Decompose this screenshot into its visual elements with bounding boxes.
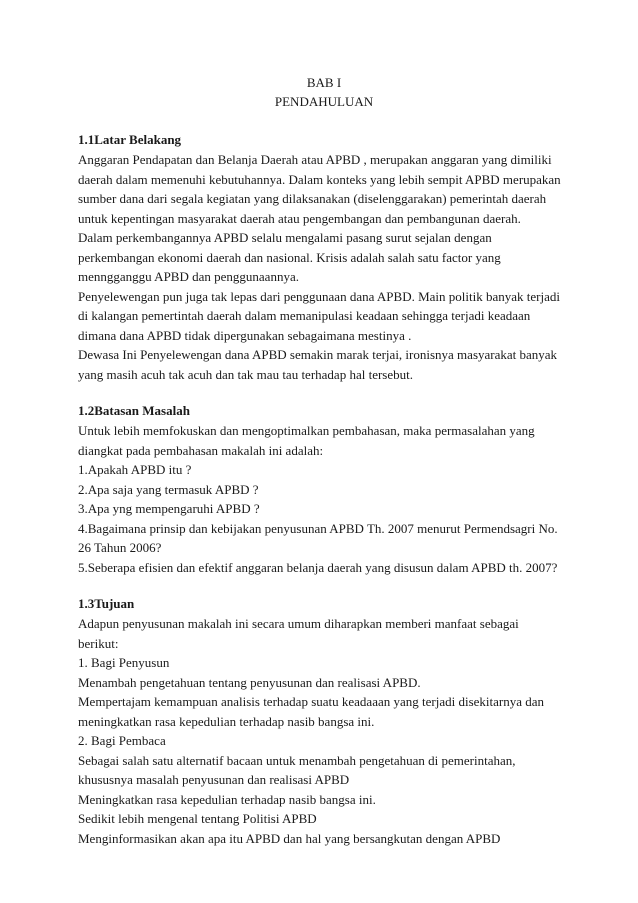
section-batasan-masalah (78, 401, 562, 577)
paragraph-line: menngganggu APBD dan penggunaannya. (78, 269, 299, 284)
section-latar-belakang (78, 130, 562, 384)
list-item: 2.Apa saja yang termasuk APBD ? (78, 481, 259, 497)
paragraph-line: diangkat pada pembahasan makalah ini adalah: (78, 442, 324, 458)
document-page (78, 73, 562, 848)
paragraph-line: sumber dana dari segala kegiatan yang dilaksanakan (diselenggarakan) pemerintah daerah (78, 191, 547, 206)
section-heading: 1.3Tujuan (78, 596, 135, 611)
paragraph-line: Meningkatkan rasa kepedulian terhadap nasib bangsa ini. (78, 791, 376, 807)
paragraph-line: Anggaran Pendapatan dan Belanja Daerah atau APBD , merupakan anggaran yang dimiliki (78, 152, 552, 167)
paragraph-line: Menambah pengetahuan tentang penyusunan dan realisasi APBD. (78, 674, 421, 690)
paragraph-line: Adapun penyusunan makalah ini secara umum diharapkan memberi manfaat sebagai berikut: (78, 616, 519, 651)
list-item: 5.Seberapa efisien dan efektif anggaran belanja daerah yang disusun dalam APBD th. 2007? (78, 559, 558, 575)
paragraph-line: daerah dalam memenuhi kebutuhannya. Dalam konteks yang lebih sempit APBD merupakan (78, 171, 561, 187)
chapter-label: BAB I (306, 75, 342, 90)
chapter-title: PENDAHULUAN (274, 94, 374, 109)
section-heading: 1.2Batasan Masalah (78, 403, 190, 418)
paragraph-line: meningkatkan rasa kepedulian terhadap nasib bangsa ini. (78, 713, 375, 729)
paragraph-line: dimana dana APBD tidak dipergunakan sebagaimana mestinya . (78, 327, 412, 343)
paragraph-line: di kalangan pemertintah daerah dalam memanipulasi keadaan sehingga terjadi keadaan (78, 308, 531, 323)
paragraph-line: 1. Bagi Penyusun (78, 655, 170, 670)
paragraph-line: Untuk lebih memfokuskan dan mengoptimalkan pembahasan, maka permasalahan yang (78, 423, 535, 438)
paragraph-line: perkembangan ekonomi daerah dan nasional. Krisis adalah salah satu factor yang (78, 249, 501, 265)
paragraph-line: Sebagai salah satu alternatif bacaan untuk menambah pengetahuan di pemerintahan, (78, 752, 516, 768)
section-tujuan (78, 594, 562, 848)
paragraph-line: Penyelewengan pun juga tak lepas dari penggunaan dana APBD. Main politik banyak terjadi (78, 288, 560, 304)
paragraph-line: 2. Bagi Pembaca (78, 733, 166, 748)
paragraph-line: Dewasa Ini Penyelewengan dana APBD semakin marak terjai, ironisnya masyarakat banyak (78, 347, 558, 362)
list-item: 1.Apakah APBD itu ? (78, 462, 192, 477)
list-item: 4.Bagaimana prinsip dan kebijakan penyusunan APBD Th. 2007 menurut Permendsagri No. (78, 520, 558, 536)
paragraph-line: Sedikit lebih mengenal tentang Politisi APBD (78, 811, 317, 826)
paragraph-line: yang masih acuh tak acuh dan tak mau tau terhadap hal tersebut. (78, 366, 413, 382)
list-item: 3.Apa yng mempengaruhi APBD ? (78, 501, 260, 516)
list-item: 26 Tahun 2006? (78, 540, 162, 555)
section-heading: 1.1Latar Belakang (78, 132, 182, 147)
paragraph-line: Mempertajam kemampuan analisis terhadap suatu keadaaan yang terjadi disekitarnya dan (78, 694, 545, 709)
paragraph-line: untuk kepentingan masyarakat daerah atau pengembangan dan pembangunan daerah. (78, 210, 521, 226)
paragraph-line: Menginformasikan akan apa itu APBD dan hal yang bersangkutan dengan APBD (78, 830, 501, 846)
paragraph-line: khususnya masalah penyusunan dan realisasi APBD (78, 772, 350, 787)
paragraph-line: Dalam perkembangannya APBD selalu mengalami pasang surut sejalan dengan (78, 230, 492, 245)
